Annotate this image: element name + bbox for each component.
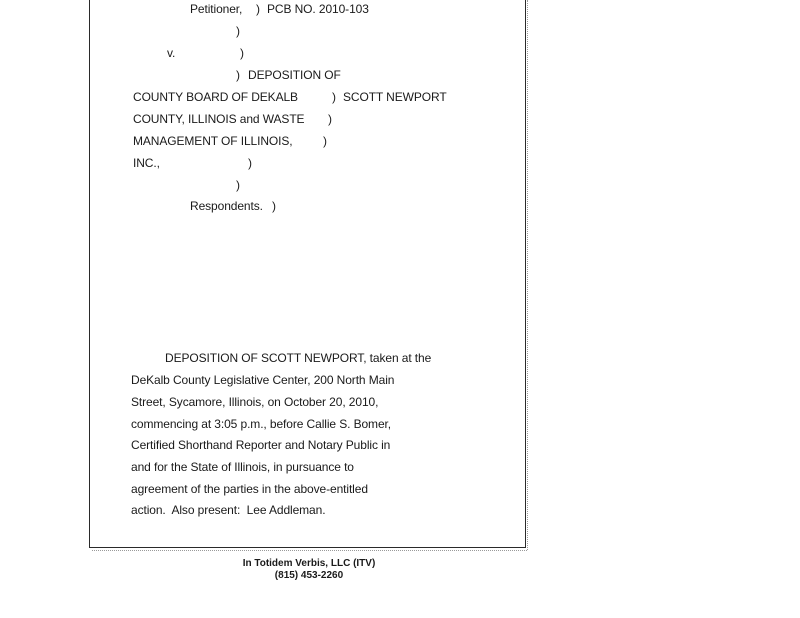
body-line: Certified Shorthand Reporter and Notary Public in bbox=[131, 438, 391, 452]
caption-paren: ) bbox=[328, 112, 332, 126]
page-shadow-bottom bbox=[92, 550, 527, 552]
page-shadow-right bbox=[527, 0, 529, 550]
caption-deposition-of: DEPOSITION OF bbox=[248, 68, 341, 82]
caption-paren: ) bbox=[248, 156, 252, 170]
case-number: PCB NO. 2010-103 bbox=[267, 2, 369, 16]
footer-phone: (815) 453-2260 bbox=[274, 570, 344, 581]
caption-paren: ) bbox=[236, 178, 240, 192]
caption-versus: v. bbox=[167, 46, 176, 60]
body-line: action. Also present: Lee Addleman. bbox=[131, 503, 326, 517]
respondent-line-3: MANAGEMENT OF ILLINOIS, bbox=[133, 134, 293, 148]
footer-company: In Totidem Verbis, LLC (ITV) bbox=[242, 558, 376, 569]
body-line: DEPOSITION OF SCOTT NEWPORT, taken at the bbox=[165, 351, 432, 365]
body-line: commencing at 3:05 p.m., before Callie S. Bomer, bbox=[131, 417, 391, 431]
caption-paren: ) bbox=[236, 68, 240, 82]
caption-paren: ) bbox=[323, 134, 327, 148]
caption-paren: ) bbox=[272, 199, 276, 213]
body-line: DeKalb County Legislative Center, 200 North Main bbox=[131, 373, 395, 387]
caption-paren: ) bbox=[256, 2, 260, 16]
respondent-line-4: INC., bbox=[133, 156, 160, 170]
respondent-line-1: COUNTY BOARD OF DEKALB bbox=[133, 90, 298, 104]
body-line: agreement of the parties in the above-entitled bbox=[131, 482, 368, 496]
body-line: Street, Sycamore, Illinois, on October 20, 2010, bbox=[131, 395, 379, 409]
body-line: and for the State of Illinois, in pursuance to bbox=[131, 460, 354, 474]
caption-paren: ) bbox=[240, 46, 244, 60]
caption-paren: ) bbox=[236, 24, 240, 38]
caption-paren: ) bbox=[332, 90, 336, 104]
respondent-line-2: COUNTY, ILLINOIS and WASTE bbox=[133, 112, 305, 126]
deponent-name: SCOTT NEWPORT bbox=[343, 90, 447, 104]
caption-petitioner: Petitioner, bbox=[190, 2, 243, 16]
caption-respondents: Respondents. bbox=[190, 199, 263, 213]
